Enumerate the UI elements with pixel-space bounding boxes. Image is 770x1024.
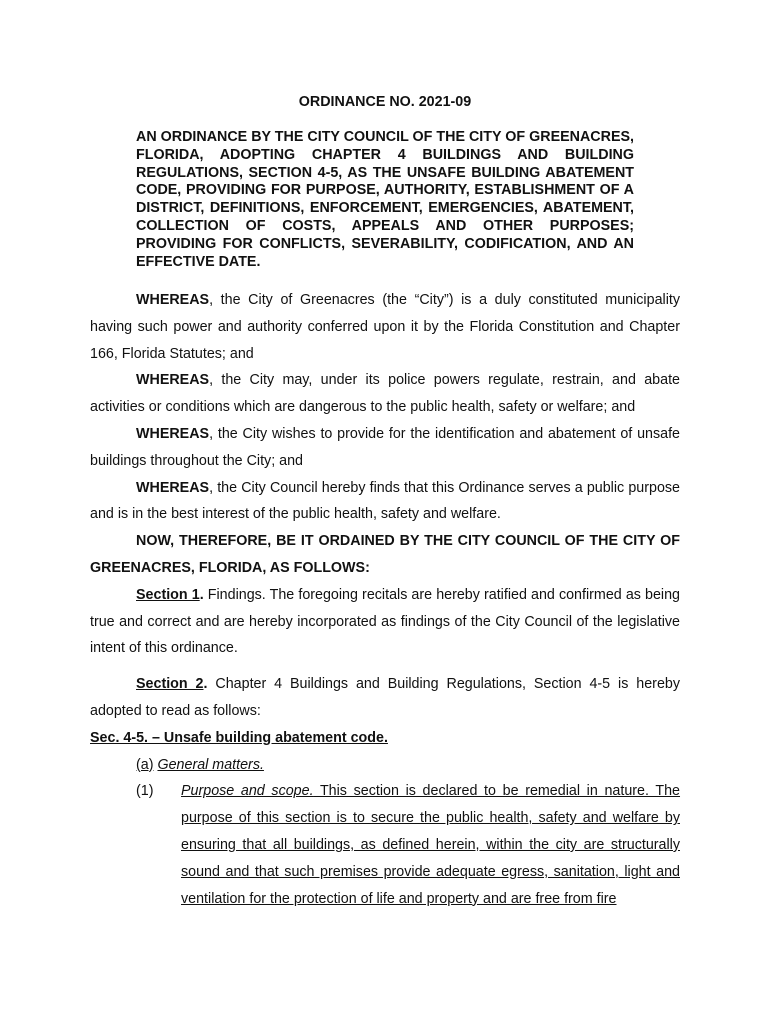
recital-2: [90, 367, 680, 421]
subsection-a: [136, 752, 680, 779]
section-1: [90, 582, 680, 662]
item-1-title: Purpose and scope.: [181, 783, 314, 800]
section-1-text: Findings. The foregoing recitals are hereby ratified and confirmed as being true and correct and are hereby incorporated as findings of the City Council of the legislative intent of this ordinance.: [90, 586, 680, 657]
recital-4: [90, 475, 680, 529]
item-1-label: (1): [136, 783, 154, 800]
recital-lead: WHEREAS: [136, 425, 210, 442]
recital-3: [90, 421, 680, 475]
section-2-label: Section 2: [136, 676, 204, 693]
recital-text: , the City wishes to provide for the identification and abatement of unsafe buildings throughout the City; and: [90, 425, 680, 469]
recital-lead: WHEREAS: [136, 479, 210, 496]
section-1-label: Section 1: [136, 586, 200, 603]
recital-text: , the City of Greenacres (the “City”) is a duly constituted municipality having such power and authority conferred upon it by the Florida Constitution and Chapter 166, Florida Statutes; and: [90, 292, 680, 362]
item-1-text: This section is declared to be remedial in nature. The purpose of this section is to secure the public health, safety and welfare by ensuring that all buildings, as defined herein, within the city are structurally sound and that such premises provide adequate egress, sanitation, light and ventilation for the protection of life and property and are free from fire: [181, 783, 681, 907]
recital-lead: WHEREAS: [136, 372, 210, 389]
recital-text: , the City Council hereby finds that this Ordinance serves a public purpose and is in the best interest of the public health, safety and welfare.: [90, 479, 680, 523]
ordinance-title: ORDINANCE NO. 2021-09: [298, 94, 472, 110]
code-section-heading: Sec. 4-5. – Unsafe building abatement code.: [90, 729, 388, 746]
recital-lead: WHEREAS: [136, 292, 210, 308]
recital-text: , the City may, under its police powers regulate, restrain, and abate activities or conditions which are dangerous to the public health, safety or welfare; and: [90, 372, 680, 416]
section-2-text: Chapter 4 Buildings and Building Regulations, Section 4-5 is hereby adopted to read as follows:: [90, 676, 680, 719]
recital-1: [90, 287, 680, 367]
section-2: [90, 671, 680, 725]
ordinance-body: [90, 287, 680, 912]
subsection-a-title: General matters.: [157, 756, 264, 773]
section-1-period: .: [199, 586, 204, 603]
section-2-period: .: [203, 676, 208, 693]
subsection-a-label: (a): [136, 756, 154, 773]
enacting-clause: [90, 528, 680, 582]
item-1: [136, 778, 681, 912]
enacting-clause-text: NOW, THEREFORE, BE IT ORDAINED BY THE CITY COUNCIL OF THE CITY OF GREENACRES, FLORIDA, AS FOLLOWS:: [90, 533, 680, 576]
ordinance-caption: AN ORDINANCE BY THE CITY COUNCIL OF THE CITY OF GREENACRES, FLORIDA, ADOPTING CHAPTER 4 BUILDINGS AND BUILDING REGULATIONS, SECTION 4-5, AS THE UNSAFE BUILDING ABATEMENT CODE, PROVIDING FOR PURPOSE, AUTHORITY, ESTABLISHMENT OF A DISTRICT, DEFINITIONS, ENFORCEMENT, EMERGENCIES, ABATEMENT, COLLECTION OF COSTS, APPEALS AND OTHER PURPOSES; PROVIDING FOR CONFLICTS, SEVERABILITY, CODIFICATION, AND AN EFFECTIVE DATE.: [136, 129, 634, 270]
